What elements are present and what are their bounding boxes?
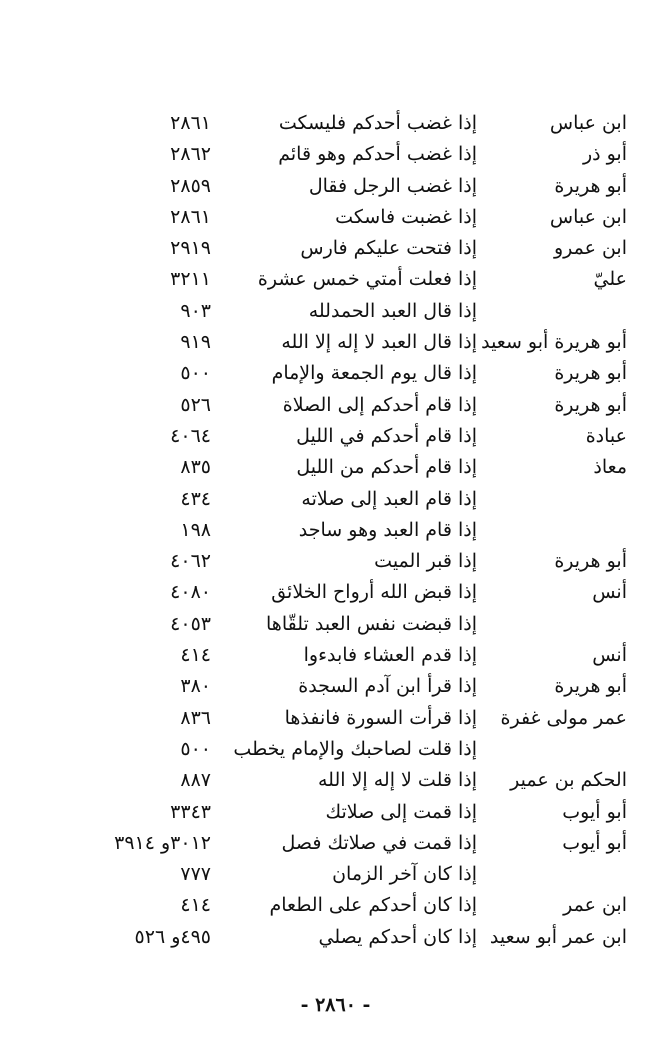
reference-number-cell: ٤٠٨٠ [170, 581, 211, 604]
table-row [0, 139, 671, 170]
reference-number-cell: ٥٢٦ [180, 393, 211, 416]
reference-number-cell: ٤٠٦٢ [170, 550, 211, 573]
narrator-cell: أنس [592, 581, 627, 604]
hadith-cell: إذا قبض الله أرواح الخلائق [271, 581, 477, 604]
table-row [0, 484, 671, 515]
table-row [0, 859, 671, 890]
reference-number-cell: ٣٠١٢و ٣٩١٤ [114, 831, 211, 854]
reference-number-cell: ٩٠٣ [180, 299, 211, 322]
hadith-cell: إذا قام العبد وهو ساجد [298, 518, 477, 541]
hadith-cell: إذا غضب أحدكم وهو قائم [278, 143, 477, 166]
hadith-cell: إذا قبضت نفس العبد تلقّاها [266, 612, 477, 635]
reference-number-cell: ٤٠٦٤ [170, 424, 211, 447]
reference-number-cell: ٢٨٥٩ [170, 174, 211, 197]
hadith-cell: إذا قام أحدكم إلى الصلاة [282, 393, 477, 416]
narrator-cell: أبو هريرة [554, 174, 627, 197]
reference-number-cell: ٧٧٧ [180, 863, 211, 886]
hadith-cell: إذا قدم العشاء فابدءوا [303, 644, 477, 667]
narrator-cell: معاذ [593, 456, 627, 479]
reference-number-cell: ٢٨٦١ [170, 112, 211, 134]
table-row [0, 171, 671, 202]
reference-number-cell: ٣٢١١ [170, 268, 211, 291]
table-row [0, 108, 671, 139]
reference-number-cell: ٣٨٠ [180, 675, 211, 698]
hadith-cell: إذا قام أحدكم في الليل [296, 424, 477, 447]
reference-number-cell: ٤٣٤ [180, 487, 211, 510]
reference-number-cell: ٢٨٦١ [170, 205, 211, 228]
hadith-cell: إذا غضب الرجل فقال [308, 174, 477, 197]
hadith-cell: إذا قمت في صلاتك فصل [281, 831, 477, 854]
hadith-cell: إذا قال العبد لا إله إلا الله [281, 331, 477, 354]
hadith-cell: إذا غضبت فاسكت [335, 205, 477, 228]
narrator-cell: أبو ذر [582, 143, 627, 166]
narrator-cell: أنس [592, 644, 627, 667]
reference-number-cell: ٢٩١٩ [170, 237, 211, 260]
table-row [0, 546, 671, 577]
table-row [0, 797, 671, 828]
narrator-cell: أبو أيوب [562, 831, 627, 854]
reference-number-cell: ٥٠٠ [180, 737, 211, 760]
hadith-cell: إذا كان أحدكم يصلي [318, 925, 477, 948]
table-row [0, 640, 671, 671]
reference-number-cell: ٤١٤ [180, 894, 211, 917]
reference-number-cell: ٢٨٦٢ [170, 143, 211, 166]
reference-number-cell: ٤٠٥٣ [170, 612, 211, 635]
reference-number-cell: ١٩٨ [180, 518, 211, 541]
table-row [0, 296, 671, 327]
reference-number-cell: ٨٣٥ [180, 456, 211, 479]
narrator-cell: الحكم بن عمير [510, 769, 627, 792]
hadith-cell: إذا غضب أحدكم فليسكت [278, 112, 477, 134]
table-row [0, 202, 671, 233]
narrator-cell: أبو هريرة [554, 393, 627, 416]
hadith-cell: إذا قمت إلى صلاتك [325, 800, 477, 823]
hadith-cell: إذا قال العبد الحمدلله [308, 299, 477, 322]
narrator-cell: ابن عمرو [553, 237, 627, 260]
hadith-cell: إذا قرأ ابن آدم السجدة [298, 675, 477, 698]
table-row [0, 890, 671, 921]
narrator-cell: أبو هريرة [554, 550, 627, 573]
hadith-cell: إذا قلت لا إله إلا الله [318, 769, 477, 792]
table-row [0, 734, 671, 765]
table-row [0, 452, 671, 483]
reference-number-cell: ٩١٩ [180, 331, 211, 354]
table-row [0, 922, 671, 953]
narrator-cell: عبادة [585, 424, 627, 447]
narrator-cell: أبو هريرة أبو سعيد [481, 331, 627, 354]
reference-number-cell: ٨٣٦ [180, 706, 211, 729]
hadith-cell: إذا فتحت عليكم فارس [300, 237, 477, 260]
hadith-cell: إذا قرأت السورة فانفذها [284, 706, 477, 729]
table-row [0, 327, 671, 358]
narrator-cell: ابن عمر [563, 894, 627, 917]
reference-number-cell: ٣٣٤٣ [170, 800, 211, 823]
table-row [0, 577, 671, 608]
table-row [0, 358, 671, 389]
reference-number-cell: ٨٨٧ [180, 769, 211, 792]
index-table [0, 108, 671, 953]
hadith-cell: إذا قلت لصاحبك والإمام يخطب [233, 737, 477, 760]
narrator-cell: ابن عمر أبو سعيد [489, 925, 627, 948]
narrator-cell: أبو أيوب [562, 800, 627, 823]
table-row [0, 421, 671, 452]
narrator-cell: ابن عباس [549, 112, 627, 134]
table-row [0, 671, 671, 702]
hadith-cell: إذا قام العبد إلى صلاته [301, 487, 477, 510]
table-row [0, 233, 671, 264]
hadith-cell: إذا قام أحدكم من الليل [296, 456, 477, 479]
narrator-cell: ابن عباس [549, 205, 627, 228]
narrator-cell: أبو هريرة [554, 362, 627, 385]
narrator-cell: أبو هريرة [554, 675, 627, 698]
narrator-cell: عليّ [593, 268, 627, 291]
reference-number-cell: ٤١٤ [180, 644, 211, 667]
reference-number-cell: ٤٩٥و ٥٢٦ [134, 925, 211, 948]
table-row [0, 609, 671, 640]
table-row [0, 264, 671, 295]
reference-number-cell: ٥٠٠ [180, 362, 211, 385]
page-number: - ٢٨٦٠ - [300, 994, 371, 1016]
table-row [0, 515, 671, 546]
hadith-cell: إذا كان آخر الزمان [332, 863, 477, 886]
hadith-cell: إذا قبر الميت [374, 550, 477, 573]
table-row [0, 765, 671, 796]
hadith-cell: إذا فعلت أمتي خمس عشرة [257, 268, 477, 291]
narrator-cell: عمر مولى غفرة [500, 706, 627, 729]
table-row [0, 390, 671, 421]
hadith-cell: إذا كان أحدكم على الطعام [269, 894, 477, 917]
table-row [0, 828, 671, 859]
table-row [0, 703, 671, 734]
hadith-cell: إذا قال يوم الجمعة والإمام [271, 362, 477, 385]
